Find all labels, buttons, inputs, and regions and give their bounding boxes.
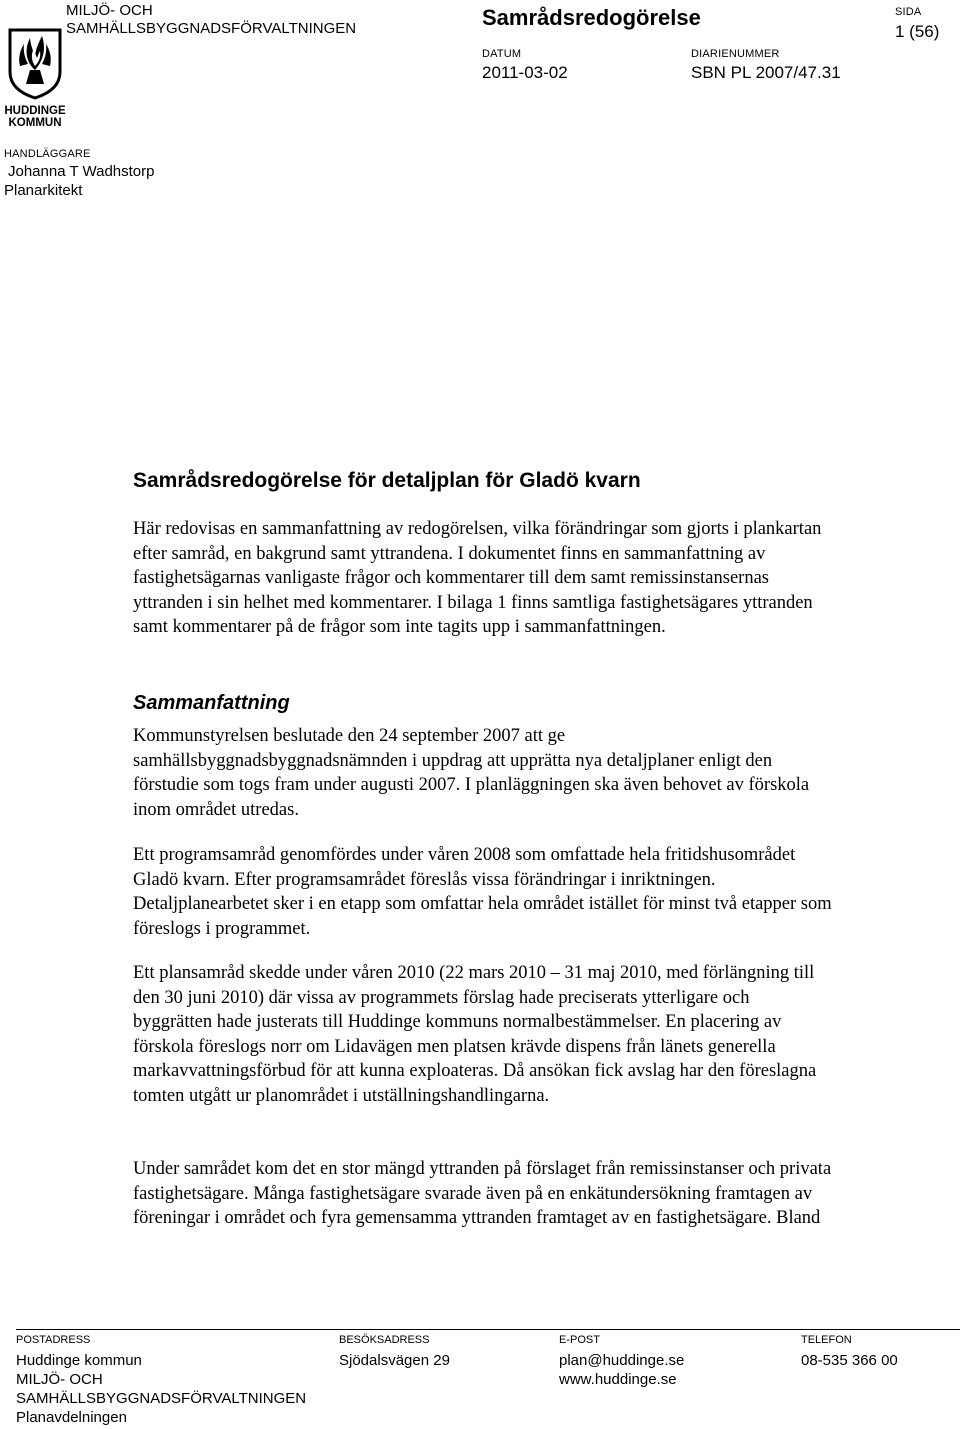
page-number: 1 (56)	[895, 22, 940, 41]
postal-line: Planavdelningen	[16, 1409, 127, 1426]
diary-value: SBN PL 2007/47.31	[691, 63, 841, 82]
phone-label: TELEFON	[801, 1334, 852, 1346]
email-link[interactable]: plan@huddinge.se	[559, 1352, 685, 1369]
logo-text-line2: KOMMUN	[8, 117, 62, 129]
diary-label: DIARIENUMMER	[691, 48, 780, 60]
postal-line: MILJÖ- OCH	[16, 1371, 103, 1388]
postal-line: Huddinge kommun	[16, 1352, 142, 1369]
intro-text: Här redovisas en sammanfattning av redogörelsen, vilka förändringar som gjorts i plankartan efter samråd, en bakgrund samt yttrandena. I dokumentet finns en sammanfattning av fastighetsägarnas vanligaste frågor och kommentarer till dem samt remissinstansernas yttranden i sin helhet med kommentarer. I bilaga 1 finns samtliga fastighetsägares yttranden samt kommentarer på de frågor som inte tagits upp i sammanfattningen.	[133, 519, 822, 637]
email-label: E-POST	[559, 1334, 600, 1346]
visit-label: BESÖKSADRESS	[339, 1334, 430, 1346]
paragraph-text: Kommunstyrelsen beslutade den 24 september 2007 att ge samhällsbyggnadsbyggnadsnämnden i uppdrag att upprätta nya detaljplaner enligt den förstudie som togs fram under augusti 2007. I planläggningen ska även behovet av förskola inom området utredas.	[133, 726, 810, 820]
paragraph-1	[133, 724, 833, 822]
date-label: DATUM	[482, 48, 522, 60]
paragraph-4	[133, 1157, 833, 1231]
intro-paragraph	[133, 517, 833, 640]
doc-type-heading: Samrådsredogörelse	[482, 5, 701, 30]
org-name	[66, 2, 356, 38]
section-heading: Sammanfattning	[133, 692, 290, 714]
postal-label: POSTADRESS	[16, 1334, 91, 1346]
document-title: Samrådsredogörelse för detaljplan för Gladö kvarn	[133, 469, 641, 492]
handler-label: HANDLÄGGARE	[4, 148, 91, 160]
handler-name: Johanna T Wadhstorp	[8, 163, 155, 180]
date-value: 2011-03-02	[482, 63, 568, 82]
coat-of-arms-icon	[4, 26, 66, 100]
postal-line: SAMHÄLLSBYGGNADSFÖRVALTNINGEN	[16, 1390, 307, 1407]
org-line1: MILJÖ- OCH	[66, 2, 153, 19]
paragraph-3	[133, 961, 833, 1108]
postal-address	[16, 1351, 306, 1427]
handler-title: Planarkitekt	[4, 182, 83, 199]
org-line2: SAMHÄLLSBYGGNADSFÖRVALTNINGEN	[66, 20, 357, 37]
paragraph-text: Ett programsamråd genomfördes under våren 2008 som omfattade hela fritidshusområdet Gladö kvarn. Efter programsamrådet föreslås vissa förändringar i inriktningen. Detaljplanearbetet sker i en etapp som omfattar hela området istället för minst två etapper som föreslogs i programmet.	[133, 845, 832, 939]
paragraph-text: Ett plansamråd skedde under våren 2010 (22 mars 2010 – 31 maj 2010, med förlängning till den 30 juni 2010) där vissa av programmets förslag hade preciserats ytterligare och byggrätten hade justerats till Huddinge kommuns normalbestämmelser. En placering av förskola föreslogs norr om Lidavägen men platsen krävde dispens från länets generella markavvattningsförbud för att kunna exploateras. Då ansökan fick avslag har den föreslagna tomten utgått ur planområdet i utställningshandlingarna.	[133, 963, 817, 1106]
logo-text-line1: HUDDINGE	[4, 105, 66, 117]
phone-number: 08-535 366 00	[801, 1352, 898, 1369]
page-label: SIDA	[895, 6, 922, 18]
paragraph-2	[133, 843, 833, 941]
footer-divider	[16, 1329, 960, 1330]
visit-address: Sjödalsvägen 29	[339, 1352, 450, 1369]
huddinge-logo	[4, 26, 66, 129]
website-link[interactable]: www.huddinge.se	[559, 1371, 677, 1388]
paragraph-text: Under samrådet kom det en stor mängd yttranden på förslaget från remissinstanser och privata fastighetsägare. Många fastighetsägare svarade även på en enkätundersökning framtagen av föreningar i området och fyra gemensamma yttranden framtaget av en fastighetsägare. Bland	[133, 1159, 832, 1228]
